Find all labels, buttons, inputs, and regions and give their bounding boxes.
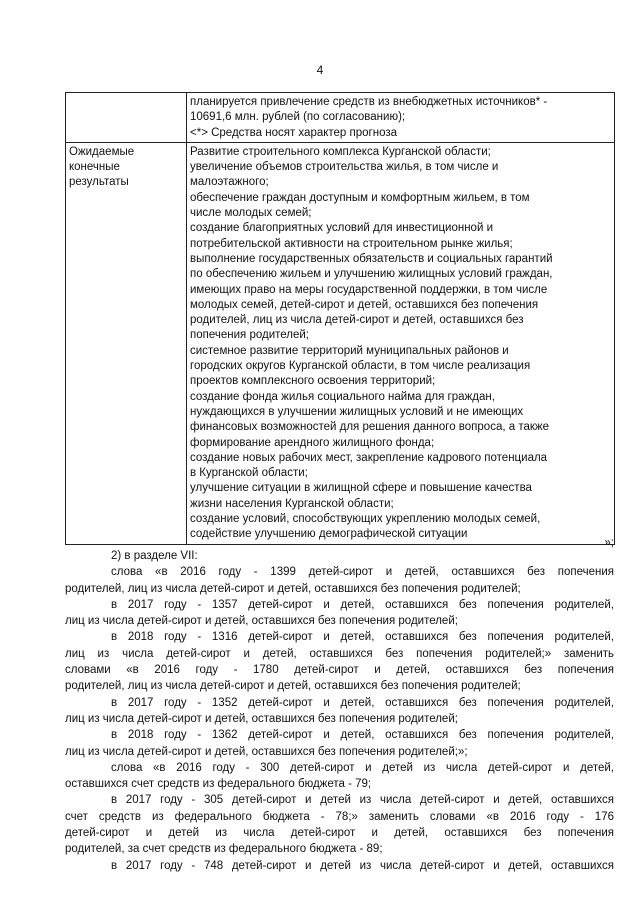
cell-text-line: формирование арендного жилищного фонда;	[190, 436, 435, 449]
cell-text-line: Ожидаемые	[69, 145, 135, 158]
expected-results-content	[187, 142, 615, 544]
paragraph-line: в 2017 году - 305 детей-сирот и детей из числа детей-сирот и детей, оставшихся	[111, 794, 614, 807]
paragraph-line: лиц из числа детей-сирот и детей, оставшихся без попечения родителей;	[65, 615, 458, 628]
table-row	[66, 142, 615, 544]
table-row	[66, 93, 615, 143]
cell-text-line: системное развитие территорий муниципальных районов и	[190, 344, 509, 357]
cell-text-line: планируется привлечение средств из внебюджетных источников* -	[190, 96, 548, 108]
paragraph-line: родителей, за счет средств из федерального бюджета - 89;	[65, 843, 383, 856]
cell-text-line: нуждающихся в улучшении жилищных условий и не имеющих	[190, 405, 524, 418]
funding-note-cell	[187, 93, 615, 143]
cell-text-line: городских округов Курганской области, в том числе реализация	[190, 360, 531, 373]
cell-text-line: проектов комплексного освоения территорий;	[190, 375, 436, 388]
cell-text-line: создание благоприятных условий для инвестиционной и	[190, 222, 493, 235]
cell-text-line: создание условий, способствующих укреплению молодых семей,	[190, 513, 541, 526]
cell-text-line: по обеспечению жильем и улучшению жилищных условий граждан,	[190, 268, 553, 281]
paragraph-line: в 2017 году - 748 детей-сирот и детей из числа детей-сирот и детей, оставшихся	[111, 859, 614, 872]
section-heading: 2) в разделе VII:	[111, 550, 198, 562]
cell-text-line: улучшение ситуации в жилищной сфере и повышение качества	[190, 482, 532, 495]
cell-text-line: результаты	[69, 176, 129, 189]
paragraph-line: слова «в 2016 году - 300 детей-сирот и детей из числа детей-сирот и детей,	[111, 761, 614, 774]
paragraph-line: счет средств из федерального бюджета - 78;» заменить словами «в 2016 году - 176	[65, 810, 614, 823]
cell-text-line: числе молодых семей;	[190, 207, 312, 220]
cell-text-line: жизни населения Курганской области;	[190, 497, 394, 510]
paragraph-line: в 2018 году - 1316 детей-сирот и детей, оставшихся без попечения родителей,	[111, 631, 614, 644]
cell-text-line: потребительской активности на строительном рынке жилья;	[190, 237, 513, 250]
paragraph-line: лиц из числа детей-сирот и детей, оставшихся без попечения родителей;	[65, 712, 458, 725]
cell-text-line: 10691,6 млн. рублей (по согласованию);	[190, 111, 406, 124]
row-label-cell	[66, 93, 187, 143]
cell-text-line: создание новых рабочих мест, закрепление кадрового потенциала	[190, 451, 548, 464]
cell-text-line: попечения родителей;	[190, 329, 309, 342]
cell-text-line: создание фонда жилья социального найма для граждан,	[190, 390, 495, 403]
paragraph-line: слова «в 2016 году - 1399 детей-сирот и детей, оставшихся без попечения	[111, 566, 614, 579]
cell-text-line: родителей, лиц из числа детей-сирот и детей, оставшихся без	[190, 314, 524, 327]
cell-text-line: в Курганской области;	[190, 467, 308, 480]
paragraph-line: в 2017 году - 1352 детей-сирот и детей, оставшихся без попечения родителей,	[111, 696, 614, 709]
expected-results-label	[66, 142, 187, 544]
paragraph-line: детей-сирот и детей из числа детей-сирот и детей, оставшихся без попечения	[65, 827, 614, 840]
paragraph-line: лиц из числа детей-сирот и детей, оставшихся без попечения родителей;»;	[65, 745, 468, 758]
cell-text-line: содействие улучшению демографической ситуации	[190, 528, 468, 541]
passport-table	[65, 92, 615, 545]
paragraph-line: родителей, лиц из числа детей-сирот и детей, оставшихся без попечения родителей;	[65, 582, 521, 595]
cell-text-line: обеспечение граждан доступным и комфортным жильем, в том	[190, 191, 530, 204]
paragraph-line: лиц из числа детей-сирот и детей, оставшихся без попечения родителей;» заменить	[65, 647, 614, 660]
cell-text-line: выполнение государственных обязательств и социальных гарантий	[190, 252, 553, 265]
cell-text-line: Развитие строительного комплекса Курганской области;	[190, 145, 491, 158]
page-number: 4	[316, 63, 324, 77]
cell-text-line: увеличение объемов строительства жилья, в том числе и	[190, 161, 499, 174]
cell-text-line: имеющих право на меры государственной поддержки, в том числе	[190, 283, 548, 296]
cell-text-line: молодых семей, детей-сирот и детей, оставшихся без попечения	[190, 298, 539, 311]
cell-text-line: малоэтажного;	[190, 176, 269, 189]
amendment-text	[65, 548, 614, 874]
paragraph-line: родителей, лиц из числа детей-сирот и детей, оставшихся без попечения родителей;	[65, 680, 521, 693]
paragraph-line: оставшихся счет средств из федерального бюджета - 79;	[65, 778, 372, 791]
cell-text-line: финансовых возможностей для решения данного вопроса, а также	[190, 421, 549, 434]
paragraph-line: словами «в 2016 году - 1780 детей-сирот и детей, оставшихся без попечения	[65, 664, 614, 677]
closing-quote: »;	[604, 537, 614, 549]
cell-text-line: <*> Средства носят характер прогноза	[190, 126, 398, 139]
paragraph-line: в 2017 году - 1357 детей-сирот и детей, оставшихся без попечения родителей,	[111, 598, 614, 611]
paragraph-line: в 2018 году - 1362 детей-сирот и детей, оставшихся без попечения родителей,	[111, 729, 614, 742]
cell-text-line: конечные	[69, 161, 120, 174]
